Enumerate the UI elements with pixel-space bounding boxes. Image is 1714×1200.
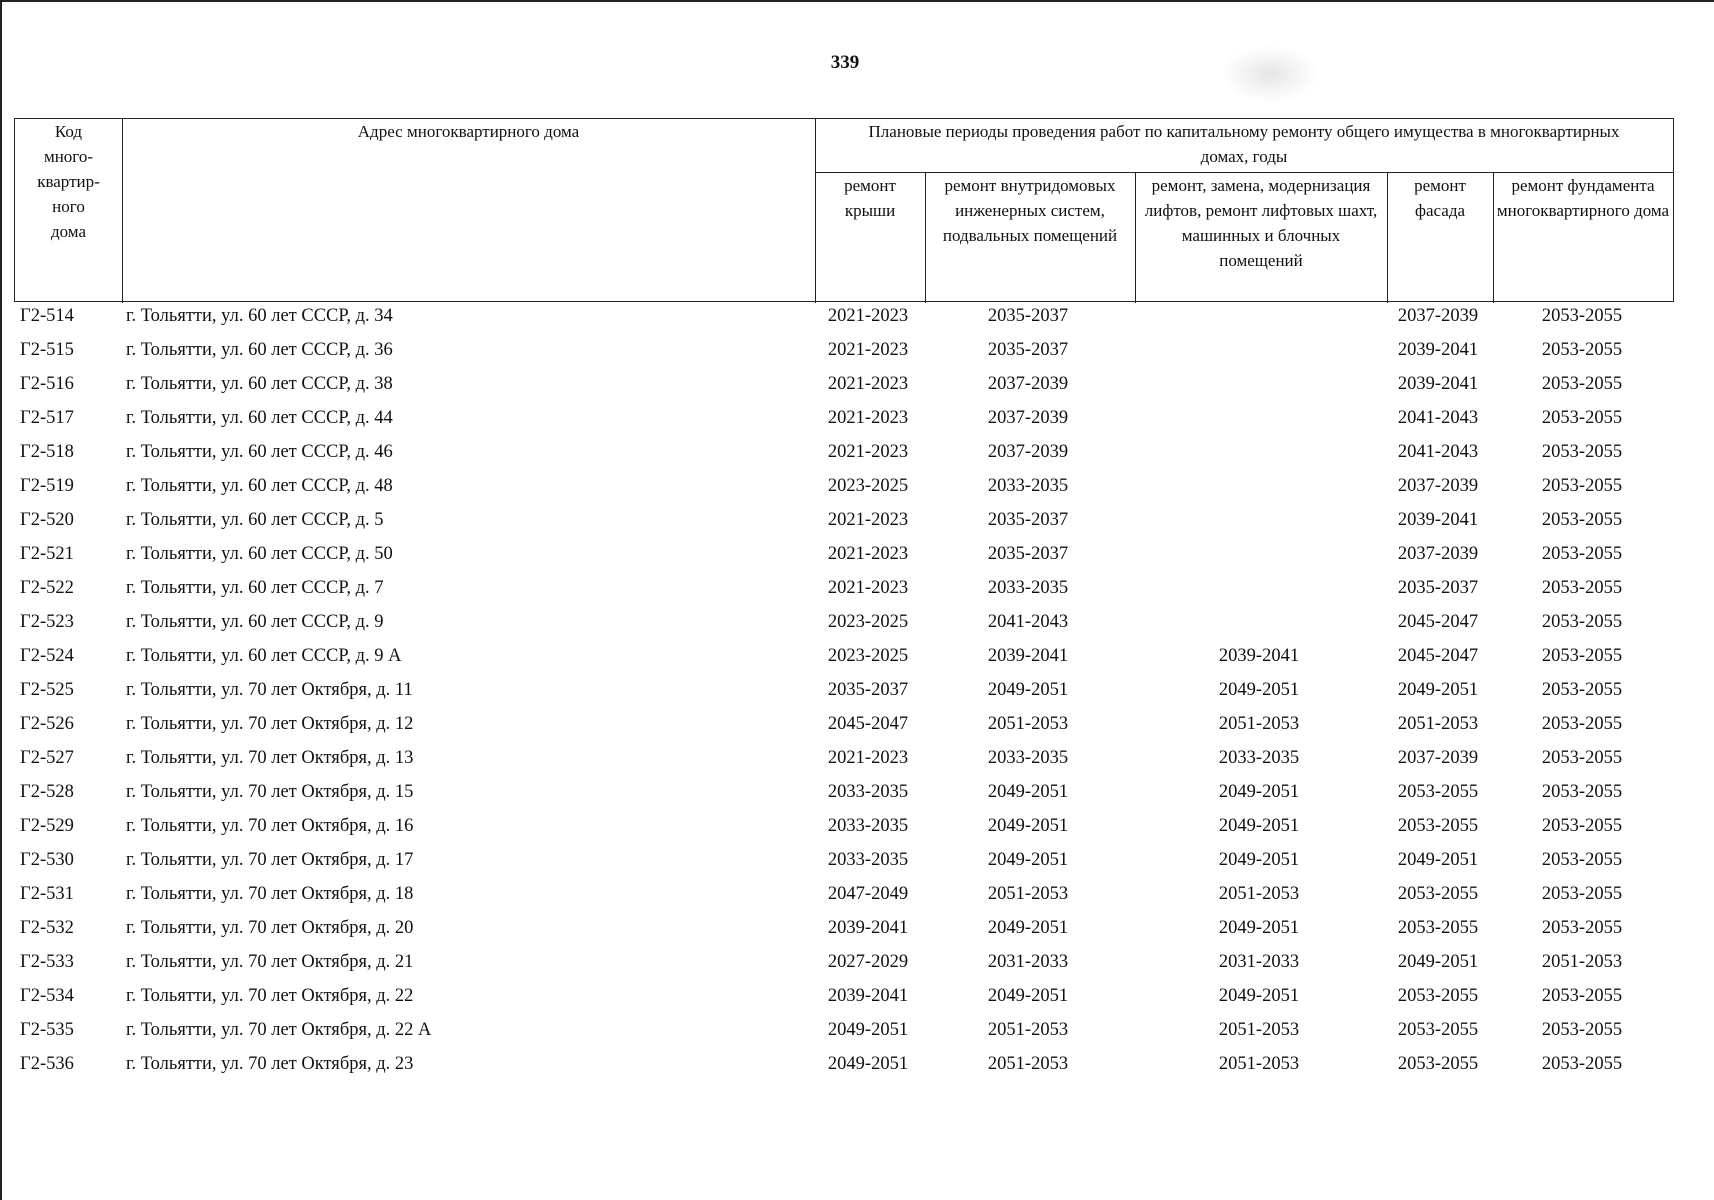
cell-address: г. Тольятти, ул. 70 лет Октября, д. 20 xyxy=(126,918,414,938)
cell-foundation: 2053-2055 xyxy=(1541,544,1623,564)
cell-foundation: 2053-2055 xyxy=(1541,578,1623,598)
cell-roof: 2021-2023 xyxy=(827,578,909,598)
cell-facade: 2037-2039 xyxy=(1397,748,1479,768)
cell-address: г. Тольятти, ул. 70 лет Октября, д. 13 xyxy=(126,748,414,768)
cell-code: Г2-532 xyxy=(20,918,74,938)
cell-facade: 2053-2055 xyxy=(1397,884,1479,904)
cell-roof: 2021-2023 xyxy=(827,748,909,768)
cell-lifts: 2051-2053 xyxy=(1218,714,1300,734)
header-periods: Плановые периоды проведения работ по капитальному ремонту общего имущества в многоквартирных домах, годы xyxy=(868,122,1620,166)
cell-code: Г2-516 xyxy=(20,374,74,394)
cell-address: г. Тольятти, ул. 60 лет СССР, д. 7 xyxy=(126,578,384,598)
cell-foundation: 2053-2055 xyxy=(1541,646,1623,666)
table-row xyxy=(0,370,1714,404)
header-facade: ремонт фасада xyxy=(1414,176,1466,220)
cell-systems: 2037-2039 xyxy=(987,374,1069,394)
cell-systems: 2033-2035 xyxy=(987,476,1069,496)
cell-roof: 2027-2029 xyxy=(827,952,909,972)
cell-facade: 2037-2039 xyxy=(1397,544,1479,564)
cell-foundation: 2053-2055 xyxy=(1541,1054,1623,1074)
cell-code: Г2-514 xyxy=(20,306,74,326)
cell-code: Г2-523 xyxy=(20,612,74,632)
cell-lifts: 2051-2053 xyxy=(1218,1054,1300,1074)
cell-lifts: 2039-2041 xyxy=(1218,646,1300,666)
table-row xyxy=(0,676,1714,710)
cell-address: г. Тольятти, ул. 70 лет Октября, д. 22 xyxy=(126,986,414,1006)
cell-facade: 2053-2055 xyxy=(1397,1054,1479,1074)
cell-address: г. Тольятти, ул. 60 лет СССР, д. 5 xyxy=(126,510,384,530)
cell-lifts: 2049-2051 xyxy=(1218,918,1300,938)
cell-systems: 2035-2037 xyxy=(987,544,1069,564)
cell-code: Г2-526 xyxy=(20,714,74,734)
table-row xyxy=(0,302,1714,336)
cell-roof: 2023-2025 xyxy=(827,612,909,632)
cell-address: г. Тольятти, ул. 60 лет СССР, д. 48 xyxy=(126,476,393,496)
cell-systems: 2051-2053 xyxy=(987,1020,1069,1040)
cell-facade: 2041-2043 xyxy=(1397,442,1479,462)
cell-lifts: 2051-2053 xyxy=(1218,1020,1300,1040)
cell-lifts: 2049-2051 xyxy=(1218,986,1300,1006)
header-foundation: ремонт фундамента многоквартирного дома xyxy=(1496,176,1670,220)
cell-facade: 2045-2047 xyxy=(1397,612,1479,632)
table-row xyxy=(0,812,1714,846)
table-row xyxy=(0,404,1714,438)
cell-address: г. Тольятти, ул. 60 лет СССР, д. 46 xyxy=(126,442,393,462)
cell-roof: 2021-2023 xyxy=(827,408,909,428)
cell-foundation: 2053-2055 xyxy=(1541,714,1623,734)
cell-code: Г2-527 xyxy=(20,748,74,768)
table-row xyxy=(0,574,1714,608)
header-divider xyxy=(122,119,123,303)
header-address: Адрес многоквартирного дома xyxy=(357,122,580,141)
cell-facade: 2045-2047 xyxy=(1397,646,1479,666)
cell-code: Г2-520 xyxy=(20,510,74,530)
cell-code: Г2-518 xyxy=(20,442,74,462)
cell-systems: 2051-2053 xyxy=(987,714,1069,734)
cell-foundation: 2053-2055 xyxy=(1541,476,1623,496)
cell-code: Г2-525 xyxy=(20,680,74,700)
cell-foundation: 2053-2055 xyxy=(1541,918,1623,938)
cell-systems: 2049-2051 xyxy=(987,680,1069,700)
cell-roof: 2023-2025 xyxy=(827,476,909,496)
cell-facade: 2041-2043 xyxy=(1397,408,1479,428)
table-row xyxy=(0,880,1714,914)
cell-foundation: 2053-2055 xyxy=(1541,442,1623,462)
cell-address: г. Тольятти, ул. 70 лет Октября, д. 22 А xyxy=(126,1020,432,1040)
cell-systems: 2049-2051 xyxy=(987,986,1069,1006)
cell-roof: 2049-2051 xyxy=(827,1054,909,1074)
cell-address: г. Тольятти, ул. 70 лет Октября, д. 15 xyxy=(126,782,414,802)
table-row xyxy=(0,744,1714,778)
table-row xyxy=(0,1050,1714,1084)
cell-roof: 2021-2023 xyxy=(827,442,909,462)
cell-roof: 2023-2025 xyxy=(827,646,909,666)
cell-code: Г2-524 xyxy=(20,646,74,666)
cell-roof: 2039-2041 xyxy=(827,986,909,1006)
cell-foundation: 2053-2055 xyxy=(1541,612,1623,632)
cell-roof: 2033-2035 xyxy=(827,782,909,802)
cell-foundation: 2053-2055 xyxy=(1541,884,1623,904)
cell-address: г. Тольятти, ул. 70 лет Октября, д. 18 xyxy=(126,884,414,904)
cell-lifts: 2049-2051 xyxy=(1218,782,1300,802)
table-row xyxy=(0,336,1714,370)
cell-code: Г2-529 xyxy=(20,816,74,836)
header-code: Код много- квартир- ного дома xyxy=(37,122,100,241)
cell-systems: 2049-2051 xyxy=(987,918,1069,938)
cell-facade: 2039-2041 xyxy=(1397,340,1479,360)
cell-code: Г2-534 xyxy=(20,986,74,1006)
cell-address: г. Тольятти, ул. 60 лет СССР, д. 44 xyxy=(126,408,393,428)
table-row xyxy=(0,438,1714,472)
cell-systems: 2049-2051 xyxy=(987,850,1069,870)
table-row xyxy=(0,948,1714,982)
cell-systems: 2041-2043 xyxy=(987,612,1069,632)
cell-roof: 2021-2023 xyxy=(827,374,909,394)
cell-address: г. Тольятти, ул. 60 лет СССР, д. 34 xyxy=(126,306,393,326)
table-row xyxy=(0,506,1714,540)
header-systems: ремонт внутридомовых инженерных систем, подвальных помещений xyxy=(942,176,1118,245)
cell-address: г. Тольятти, ул. 60 лет СССР, д. 9 А xyxy=(126,646,402,666)
cell-facade: 2039-2041 xyxy=(1397,374,1479,394)
cell-code: Г2-517 xyxy=(20,408,74,428)
cell-systems: 2035-2037 xyxy=(987,306,1069,326)
cell-address: г. Тольятти, ул. 70 лет Октября, д. 21 xyxy=(126,952,414,972)
cell-systems: 2051-2053 xyxy=(987,884,1069,904)
cell-code: Г2-515 xyxy=(20,340,74,360)
cell-foundation: 2053-2055 xyxy=(1541,374,1623,394)
cell-foundation: 2053-2055 xyxy=(1541,510,1623,530)
cell-foundation: 2053-2055 xyxy=(1541,1020,1623,1040)
cell-address: г. Тольятти, ул. 70 лет Октября, д. 16 xyxy=(126,816,414,836)
table-row xyxy=(0,914,1714,948)
cell-lifts: 2049-2051 xyxy=(1218,680,1300,700)
cell-code: Г2-522 xyxy=(20,578,74,598)
cell-address: г. Тольятти, ул. 60 лет СССР, д. 36 xyxy=(126,340,393,360)
cell-roof: 2049-2051 xyxy=(827,1020,909,1040)
cell-facade: 2037-2039 xyxy=(1397,306,1479,326)
cell-facade: 2049-2051 xyxy=(1397,680,1479,700)
cell-systems: 2035-2037 xyxy=(987,340,1069,360)
cell-facade: 2035-2037 xyxy=(1397,578,1479,598)
cell-foundation: 2053-2055 xyxy=(1541,748,1623,768)
cell-code: Г2-533 xyxy=(20,952,74,972)
cell-systems: 2035-2037 xyxy=(987,510,1069,530)
cell-lifts: 2031-2033 xyxy=(1218,952,1300,972)
cell-facade: 2053-2055 xyxy=(1397,986,1479,1006)
cell-facade: 2049-2051 xyxy=(1397,952,1479,972)
cell-lifts: 2049-2051 xyxy=(1218,850,1300,870)
table-row xyxy=(0,472,1714,506)
cell-roof: 2021-2023 xyxy=(827,306,909,326)
cell-code: Г2-519 xyxy=(20,476,74,496)
cell-roof: 2021-2023 xyxy=(827,510,909,530)
cell-facade: 2051-2053 xyxy=(1397,714,1479,734)
cell-foundation: 2053-2055 xyxy=(1541,782,1623,802)
cell-code: Г2-530 xyxy=(20,850,74,870)
table-row xyxy=(0,608,1714,642)
cell-roof: 2021-2023 xyxy=(827,340,909,360)
table-row xyxy=(0,642,1714,676)
page-number: 339 xyxy=(830,52,860,73)
cell-address: г. Тольятти, ул. 70 лет Октября, д. 12 xyxy=(126,714,414,734)
header-roof: ремонт крыши xyxy=(844,176,896,220)
cell-systems: 2039-2041 xyxy=(987,646,1069,666)
cell-address: г. Тольятти, ул. 60 лет СССР, д. 50 xyxy=(126,544,393,564)
table-row xyxy=(0,710,1714,744)
table-body xyxy=(0,302,1714,1084)
cell-code: Г2-536 xyxy=(20,1054,74,1074)
stamp-smudge xyxy=(1220,44,1320,104)
cell-systems: 2031-2033 xyxy=(987,952,1069,972)
cell-code: Г2-531 xyxy=(20,884,74,904)
cell-foundation: 2053-2055 xyxy=(1541,680,1623,700)
cell-roof: 2045-2047 xyxy=(827,714,909,734)
cell-foundation: 2053-2055 xyxy=(1541,340,1623,360)
cell-systems: 2033-2035 xyxy=(987,578,1069,598)
table-header xyxy=(14,118,1674,302)
cell-address: г. Тольятти, ул. 70 лет Октября, д. 17 xyxy=(126,850,414,870)
cell-lifts: 2051-2053 xyxy=(1218,884,1300,904)
cell-lifts: 2033-2035 xyxy=(1218,748,1300,768)
cell-address: г. Тольятти, ул. 70 лет Октября, д. 23 xyxy=(126,1054,414,1074)
header-lifts: ремонт, замена, модернизация лифтов, ремонт лифтовых шахт, машинных и блочных помещений xyxy=(1144,176,1378,270)
cell-roof: 2047-2049 xyxy=(827,884,909,904)
table-row xyxy=(0,1016,1714,1050)
cell-foundation: 2053-2055 xyxy=(1541,816,1623,836)
cell-systems: 2051-2053 xyxy=(987,1054,1069,1074)
cell-roof: 2033-2035 xyxy=(827,850,909,870)
cell-foundation: 2053-2055 xyxy=(1541,306,1623,326)
cell-facade: 2053-2055 xyxy=(1397,816,1479,836)
cell-foundation: 2053-2055 xyxy=(1541,986,1623,1006)
cell-facade: 2037-2039 xyxy=(1397,476,1479,496)
table-row xyxy=(0,982,1714,1016)
table-row xyxy=(0,540,1714,574)
table-row xyxy=(0,846,1714,880)
cell-roof: 2033-2035 xyxy=(827,816,909,836)
table-row xyxy=(0,778,1714,812)
cell-systems: 2049-2051 xyxy=(987,782,1069,802)
cell-address: г. Тольятти, ул. 70 лет Октября, д. 11 xyxy=(126,680,413,700)
cell-systems: 2033-2035 xyxy=(987,748,1069,768)
cell-address: г. Тольятти, ул. 60 лет СССР, д. 38 xyxy=(126,374,393,394)
cell-code: Г2-521 xyxy=(20,544,74,564)
cell-facade: 2039-2041 xyxy=(1397,510,1479,530)
cell-roof: 2035-2037 xyxy=(827,680,909,700)
cell-foundation: 2053-2055 xyxy=(1541,850,1623,870)
cell-address: г. Тольятти, ул. 60 лет СССР, д. 9 xyxy=(126,612,384,632)
cell-code: Г2-528 xyxy=(20,782,74,802)
cell-facade: 2053-2055 xyxy=(1397,918,1479,938)
cell-systems: 2037-2039 xyxy=(987,442,1069,462)
cell-lifts: 2049-2051 xyxy=(1218,816,1300,836)
cell-code: Г2-535 xyxy=(20,1020,74,1040)
cell-systems: 2037-2039 xyxy=(987,408,1069,428)
cell-systems: 2049-2051 xyxy=(987,816,1069,836)
cell-foundation: 2051-2053 xyxy=(1541,952,1623,972)
cell-foundation: 2053-2055 xyxy=(1541,408,1623,428)
cell-facade: 2049-2051 xyxy=(1397,850,1479,870)
cell-roof: 2021-2023 xyxy=(827,544,909,564)
cell-facade: 2053-2055 xyxy=(1397,782,1479,802)
cell-roof: 2039-2041 xyxy=(827,918,909,938)
cell-facade: 2053-2055 xyxy=(1397,1020,1479,1040)
